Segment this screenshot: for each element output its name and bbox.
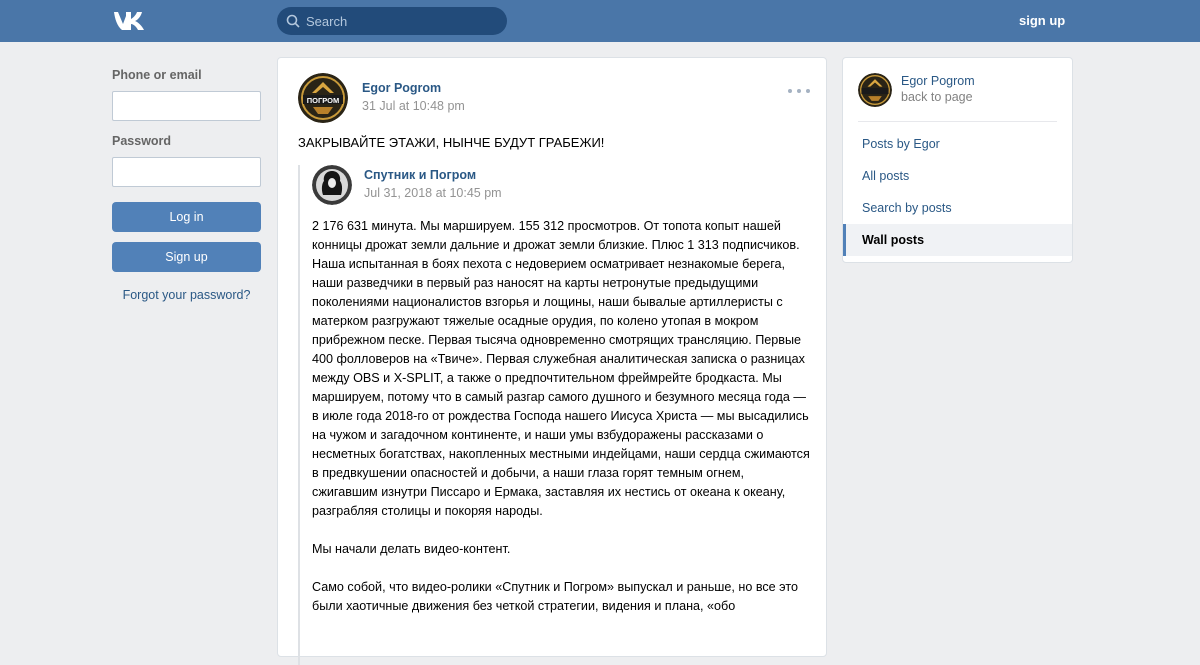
repost-avatar[interactable]	[312, 165, 352, 205]
sidebar-owner-name[interactable]: Egor Pogrom	[901, 74, 975, 88]
back-to-page-link[interactable]: back to page	[901, 90, 973, 104]
forgot-password-link[interactable]: Forgot your password?	[122, 288, 251, 302]
sidebar-item-posts-by-egor[interactable]: Posts by Egor	[862, 137, 940, 151]
repost-divider	[298, 165, 300, 665]
top-header	[0, 0, 1200, 42]
more-options-icon[interactable]	[788, 85, 810, 97]
post-date[interactable]: 31 Jul at 10:48 pm	[362, 99, 465, 113]
post-text: ЗАКРЫВАЙТЕ ЭТАЖИ, НЫНЧЕ БУДУТ ГРАБЕЖИ!	[298, 135, 605, 150]
password-label: Password	[112, 134, 172, 148]
repost-author[interactable]: Спутник и Погром	[364, 168, 477, 182]
signup-button[interactable]: Sign up	[112, 242, 261, 272]
sidebar-item-all-posts[interactable]: All posts	[862, 169, 910, 183]
post-author[interactable]: Egor Pogrom	[362, 81, 442, 95]
repost-paragraph: Мы начали делать видео-контент.	[312, 542, 511, 556]
repost-paragraph: 2 176 631 минута. Мы маршируем. 155 312 просмотров. От топота копыт нашей конницы дрожат земли дальние и дрожат земли близкие. Плюс 1 313 подписчиков. Наша испытанная в боях пехота с недоверием осматривает незнакомые берега, наши разведчики в первый раз наносят на карты нетронутые предыдущими поколениями националистов взгорья и лощины, наши бывалые артиллеристы с матерком разгружают тяжелые осадные орудия, по колено утопая в мокром прибрежном песке. Первая тысяча одновременно смотрящих трансляцию. Первые 400 фолловеров на «Твиче». Первая служебная аналитическая записка о разницах между OBS и X-SPLIT, а также о предпочтительном фреймрейте бродкаста. Мы маршируем, потому что в самый разгар самого душного и безумного месяца года — в июле года 2018-го от рождества Господа нашего Иисуса Христа — мы высадились на чужом и загадочном континенте, и наши умы взбудоражены рассказами о несметных богатствах, накопленных местными индейцами, наши сердца сжимаются в предвкушении опасностей и добычи, а наши глаза горят темным огнем, сжигавшим изнутри Писсаро и Ермака, заставляя их нестись от океана к океану, разграбляя столицы и покоряя народы.	[312, 219, 810, 518]
vk-logo-icon[interactable]	[112, 8, 145, 33]
repost-body	[312, 217, 812, 635]
search-input[interactable]	[306, 14, 496, 29]
sidebar-item-wall-posts[interactable]: Wall posts	[843, 224, 1072, 256]
search-icon	[286, 14, 300, 28]
wall-post	[277, 57, 827, 657]
repost-paragraph: Само собой, что видео-ролики «Спутник и Погром» выпускал и раньше, но все это были хаотичные движения без четкой стратегии, видения и плана, «обо	[312, 580, 798, 613]
phone-input[interactable]	[112, 91, 261, 121]
password-input[interactable]	[112, 157, 261, 187]
login-button[interactable]: Log in	[112, 202, 261, 232]
phone-label: Phone or email	[112, 68, 202, 82]
sidebar-item-search-by-posts[interactable]: Search by posts	[862, 201, 952, 215]
avatar[interactable]	[858, 73, 892, 107]
wall-sidebar	[842, 57, 1073, 263]
search-box[interactable]	[277, 7, 507, 35]
signup-link[interactable]: sign up	[1019, 13, 1066, 28]
avatar[interactable]	[298, 73, 348, 123]
avatar-text: ПОГРОМ	[306, 96, 340, 105]
divider	[858, 121, 1057, 122]
repost-date[interactable]: Jul 31, 2018 at 10:45 pm	[364, 186, 502, 200]
